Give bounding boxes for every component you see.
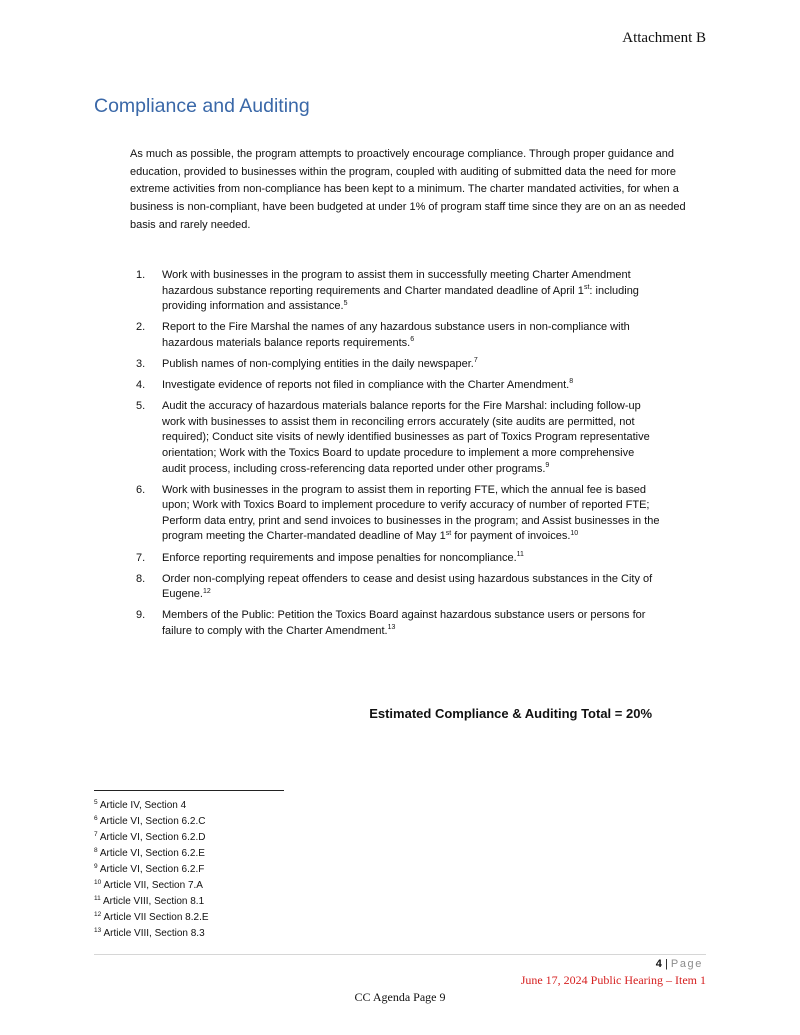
agenda-page-label: CC Agenda Page 9: [354, 990, 446, 1004]
footnote-divider: [94, 790, 284, 791]
footnote-ref: 7: [473, 357, 478, 365]
footnote-ref: 11: [516, 550, 524, 558]
footer-divider: [94, 954, 706, 955]
footnote: $^8$ Article VI, Section 6.2.E: [94, 846, 205, 859]
footnote: $^5$ Article IV, Section 4: [94, 798, 187, 811]
hearing-label: June 17, 2024 Public Hearing – Item 1: [520, 973, 706, 987]
footnote-ref: 13: [387, 624, 396, 632]
list-item: 1. Work with businesses in the program to assist them in successfully meeting Charter Amendment hazardous substance reporting requirements and Charter mandated deadline of April 1st: including providing information and assistance.$^5$: [136, 269, 639, 313]
section-heading: Compliance and Auditing: [94, 95, 310, 117]
footnote-ref: 5: [343, 299, 348, 307]
footnote: $^{10}$ Article VII, Section 7.A: [94, 878, 203, 891]
list-item: 6. Work with businesses in the program to assist them in reporting FTE, which the annual fee is based upon; Work with Toxics Board to implement procedure to verify accuracy of number of reported FTE; Perform data entry, print and send invoices to businesses in the program; and Assist businesses in the program meeting the Charter-mandated deadline of May 1st for payment of invoices.$^{10}$: [136, 483, 660, 543]
footnote-ref: 12: [202, 587, 211, 595]
list-item: 2. Report to the Fire Marshal the names of any hazardous substance users in non-compliance with hazardous materials balance reports requirements.$^6$: [136, 321, 630, 349]
footnote-list: [94, 798, 209, 942]
attachment-label: Attachment B: [622, 30, 706, 46]
footnote: $^9$ Article VI, Section 6.2.F: [94, 862, 205, 875]
list-item: 9. Members of the Public: Petition the Toxics Board against hazardous substance users or persons for failure to comply with the Charter Amendment.$^{13}$: [136, 609, 646, 637]
footnote-ref: 6: [410, 336, 415, 344]
intro-paragraph: As much as possible, the program attempts to proactively encourage compliance. Through proper guidance and education, provided to businesses within the program, coupled with auditing of submitted data the need for more extreme activities from non-compliance has been kept to a minimum. The charter mandated activities, for when a business is non-compliant, have been budgeted at under 1% of program staff time since they are on an as needed basis and rarely needed.: [130, 148, 686, 231]
footnote: $^{11}$ Article VIII, Section 8.1: [94, 894, 205, 907]
footnote: $^{13}$ Article VIII, Section 8.3: [94, 926, 205, 939]
footnote-ref: 9: [545, 461, 550, 469]
activity-list: [130, 268, 660, 645]
page-number: 4 | Page: [655, 958, 703, 970]
footnote: $^7$ Article VI, Section 6.2.D: [94, 830, 206, 843]
list-item: 5. Audit the accuracy of hazardous materials balance reports for the Fire Marshal: including follow-up work with businesses to assist them in reconciling errors accurately (site audits are permitted, not required); Conduct site visits of newly identified businesses as part of Toxics Program representative orientation; Work with the Toxics Board to update procedure to implement a more comprehensive audit process, including cross-referencing data reported under other programs.$^9$: [136, 400, 650, 475]
list-item: 4. Investigate evidence of reports not filed in compliance with the Charter Amendment.$^8$: [136, 378, 574, 392]
list-item: 8. Order non-complying repeat offenders to cease and desist using hazardous substances in the City of Eugene.$^{12}$: [136, 572, 653, 601]
list-item: 7. Enforce reporting requirements and impose penalties for noncompliance.$^{11}$: [136, 550, 524, 564]
footnote-ref: 10: [570, 529, 579, 537]
footnote: $^6$ Article VI, Section 6.2.C: [94, 814, 206, 827]
footnote: $^{12}$ Article VII Section 8.2.E: [94, 910, 209, 923]
list-item: 3. Publish names of non-complying entities in the daily newspaper.$^7$: [136, 357, 478, 370]
estimated-total: Estimated Compliance & Auditing Total = 20%: [369, 706, 652, 721]
footnote-ref: 8: [569, 378, 574, 386]
